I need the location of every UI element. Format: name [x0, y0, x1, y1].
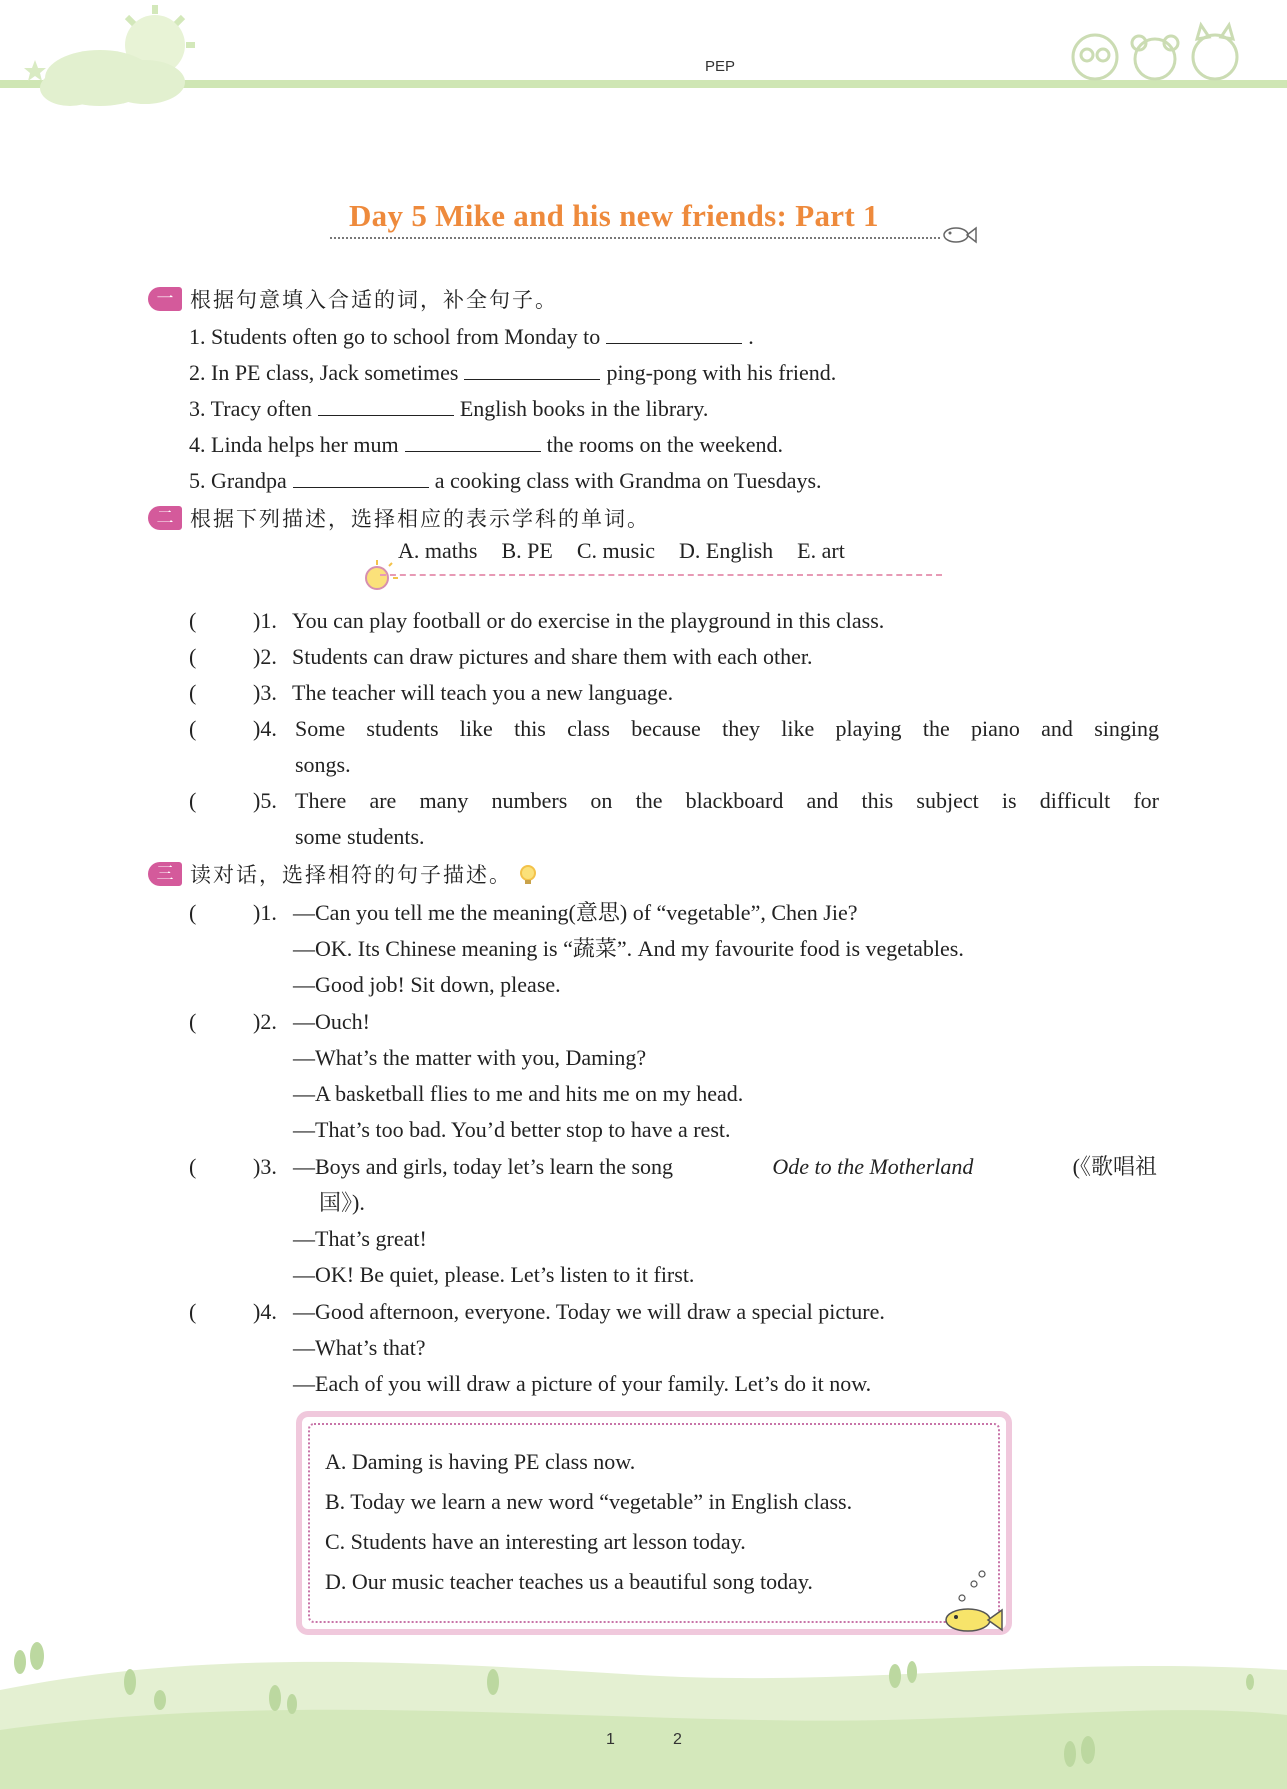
- section-1-instruction: 根据句意填入合适的词，补全句子。: [190, 288, 558, 312]
- page-number-left: 1: [606, 1731, 615, 1748]
- fill-item-5-text: 5. Grandpa: [189, 468, 287, 493]
- answer-blank[interactable]: [464, 357, 600, 380]
- fill-item-2-end: ping-pong with his friend.: [606, 360, 837, 385]
- match-item-number: )1.: [253, 608, 277, 633]
- dialog-line: —Good afternoon, everyone. Today we will draw a special picture.: [293, 1299, 885, 1324]
- answer-paren[interactable]: (: [189, 788, 197, 813]
- match-item-number: )4.: [253, 716, 277, 741]
- option-c: C. music: [576, 538, 656, 563]
- section-3-instruction: 读对话，选择相符的句子描述。: [190, 863, 512, 887]
- page-number-right: 2: [673, 1731, 682, 1748]
- animal-friends-icon: [1055, 15, 1255, 85]
- ground-decoration: [0, 1620, 1287, 1789]
- fill-item-5: [189, 463, 822, 499]
- dialog-item-3: [189, 1149, 1169, 1293]
- fill-item-1-text: 1. Students often go to school from Monday to: [189, 324, 601, 349]
- answer-option-c: C. Students have an interesting art lesson today.: [325, 1529, 746, 1554]
- answer-paren[interactable]: (: [189, 1009, 197, 1034]
- answer-blank[interactable]: [606, 321, 742, 344]
- answer-options-box: [296, 1411, 1012, 1635]
- dialog-number: )1.: [253, 900, 277, 925]
- dialog-line: —A basketball flies to me and hits me on my head.: [293, 1081, 744, 1106]
- fill-item-5-end: a cooking class with Grandma on Tuesdays.: [434, 468, 822, 493]
- answer-paren[interactable]: (: [189, 644, 197, 669]
- answer-option-b: B. Today we learn a new word “vegetable” in English class.: [325, 1489, 853, 1514]
- fill-item-1-end: .: [748, 324, 754, 349]
- match-item-3: [189, 675, 1159, 711]
- dialog-line: —Ouch!: [293, 1009, 370, 1034]
- match-item-text: Students can draw pictures and share them with each other.: [292, 644, 813, 669]
- fill-item-2-text: 2. In PE class, Jack sometimes: [189, 360, 459, 385]
- match-item-4: [189, 711, 1159, 783]
- fill-item-4-end: the rooms on the weekend.: [546, 432, 784, 457]
- answer-option-a: A. Daming is having PE class now.: [325, 1449, 636, 1474]
- fill-item-4: [189, 427, 783, 463]
- lightbulb-icon: [514, 860, 542, 888]
- dialog-line-cont: 国》).: [319, 1190, 365, 1215]
- dialog-line: —OK. Its Chinese meaning is “蔬菜”. And my favourite food is vegetables.: [293, 936, 964, 961]
- dialog-item-2: [189, 1004, 1169, 1148]
- answer-option-d: D. Our music teacher teaches us a beautiful song today.: [325, 1569, 813, 1594]
- section-2-instruction: 根据下列描述，选择相应的表示学科的单词。: [190, 507, 650, 531]
- match-item-text-cont: songs.: [295, 752, 351, 777]
- subject-options: [398, 538, 869, 564]
- section-3-badge: 三: [148, 862, 182, 886]
- dialog-line: —Good job! Sit down, please.: [293, 972, 561, 997]
- dialog-item-1: [189, 895, 1169, 1003]
- fish-icon: [940, 222, 978, 248]
- section-3-heading: [148, 860, 542, 888]
- option-a: A. maths: [398, 538, 478, 563]
- section-2-heading: [148, 504, 650, 532]
- dialog-number: )2.: [253, 1009, 277, 1034]
- match-item-2: [189, 639, 1159, 675]
- match-item-number: )5.: [253, 788, 277, 813]
- option-d: D. English: [679, 538, 774, 563]
- answer-blank[interactable]: [318, 393, 454, 416]
- answer-paren[interactable]: (: [189, 1299, 197, 1324]
- match-item-text: Some students like this class because they like playing the piano and singing: [295, 716, 1159, 741]
- match-item-number: )2.: [253, 644, 277, 669]
- option-b: B. PE: [501, 538, 553, 563]
- fill-item-3-text: 3. Tracy often: [189, 396, 312, 421]
- answer-paren[interactable]: (: [189, 716, 197, 741]
- page-title: Day 5 Mike and his new friends: Part 1: [349, 198, 879, 233]
- option-e: E. art: [797, 538, 845, 563]
- match-item-text: There are many numbers on the blackboard and this subject is difficult for: [295, 788, 1159, 813]
- dialog-line: —That’s great!: [293, 1226, 427, 1251]
- section-1-heading: [148, 285, 558, 313]
- match-item-number: )3.: [253, 680, 277, 705]
- answer-paren[interactable]: (: [189, 900, 197, 925]
- match-item-text: You can play football or do exercise in the playground in this class.: [292, 608, 885, 633]
- lightbulb-icon: [358, 556, 400, 596]
- match-item-text: The teacher will teach you a new language.: [292, 680, 674, 705]
- section-1-badge: 一: [148, 287, 182, 311]
- fill-item-2: [189, 355, 836, 391]
- fill-item-3: [189, 391, 708, 427]
- title-underline: [330, 237, 940, 239]
- dialog-line: —Can you tell me the meaning(意思) of “vegetable”, Chen Jie?: [293, 900, 858, 925]
- match-item-5: [189, 783, 1159, 855]
- answer-blank[interactable]: [405, 429, 541, 452]
- dialog-number: )3.: [253, 1154, 277, 1179]
- dialog-line: —OK! Be quiet, please. Let’s listen to it first.: [293, 1262, 695, 1287]
- dialog-number: )4.: [253, 1299, 277, 1324]
- dialog-line: [293, 1149, 1157, 1185]
- cloud-sun-icon: [0, 0, 230, 120]
- song-title: Ode to the Motherland: [772, 1154, 974, 1179]
- match-item-text-cont: some students.: [295, 824, 425, 849]
- dialog-line: —What’s the matter with you, Daming?: [293, 1045, 647, 1070]
- options-underline: [380, 574, 942, 576]
- answer-paren[interactable]: (: [189, 608, 197, 633]
- dialog-line: —What’s that?: [293, 1335, 426, 1360]
- section-2-badge: 二: [148, 506, 182, 530]
- match-item-1: [189, 603, 1159, 639]
- dialog-line: —Each of you will draw a picture of your family. Let’s do it now.: [293, 1371, 872, 1396]
- answer-paren[interactable]: (: [189, 1154, 197, 1179]
- song-title-chinese: (《歌唱祖: [1072, 1154, 1157, 1179]
- dialog-item-4: [189, 1294, 1169, 1402]
- fill-item-4-text: 4. Linda helps her mum: [189, 432, 399, 457]
- dialog-line: —That’s too bad. You’d better stop to have a rest.: [293, 1117, 731, 1142]
- answer-paren[interactable]: (: [189, 680, 197, 705]
- answer-blank[interactable]: [293, 465, 429, 488]
- fill-item-1: [189, 319, 754, 355]
- dialog-line-text: —Boys and girls, today let’s learn the song: [293, 1154, 674, 1179]
- header-label: PEP: [705, 58, 736, 75]
- fill-item-3-end: English books in the library.: [459, 396, 709, 421]
